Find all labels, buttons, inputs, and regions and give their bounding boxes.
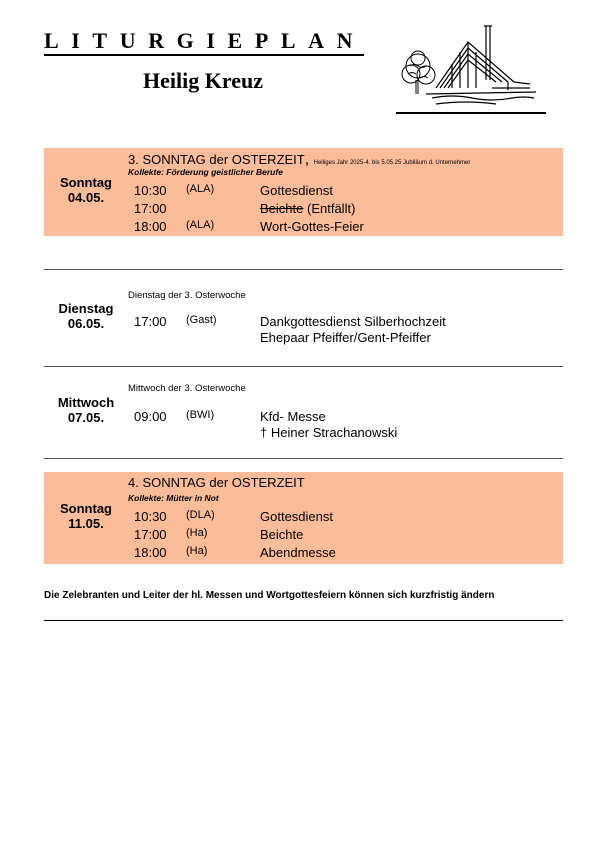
divider xyxy=(44,458,563,459)
celebrant-code: (Ha) xyxy=(186,545,208,557)
service-block-mittwoch xyxy=(44,367,563,457)
service-time: 17:00 xyxy=(134,314,167,329)
title-underline xyxy=(44,54,364,56)
service-time: 18:00 xyxy=(134,219,167,234)
day-label xyxy=(44,395,128,425)
service-time: 17:00 xyxy=(134,201,167,216)
weekday: Sonntag xyxy=(60,501,112,516)
liturgical-heading: 4. SONNTAG der OSTERZEIT xyxy=(128,475,305,490)
weekday: Sonntag xyxy=(60,175,112,190)
footer-note: Die Zelebranten und Leiter der hl. Messen und Wortgottesfeiern können sich kurzfristig ändern xyxy=(44,590,495,601)
day-label xyxy=(44,175,128,205)
footer-divider xyxy=(44,620,563,621)
liturgical-heading: 3. SONNTAG der OSTERZEIT, Heiliges Jahr 2025-4. bis 5.05.25 Jubiläum d. Unternehmer xyxy=(128,151,471,168)
weekday: Mittwoch xyxy=(57,395,115,410)
date: 06.05. xyxy=(67,316,105,331)
service-description: Gottesdienst xyxy=(260,183,333,198)
day-label xyxy=(44,501,128,531)
heading-note: Heiliges Jahr 2025-4. bis 5.05.25 Jubiläum d. Unternehmer xyxy=(313,160,471,166)
celebrant-code: (Ha) xyxy=(186,527,208,539)
heading-text: 3. SONNTAG der OSTERZEIT xyxy=(128,152,305,167)
date: 07.05. xyxy=(67,410,105,425)
cancelled-service: Beichte xyxy=(260,201,304,216)
service-description: Abendmesse xyxy=(260,545,336,560)
service-description-line2: Ehepaar Pfeiffer/Gent-Pfeiffer xyxy=(260,330,431,345)
kollekte-text: Kollekte: Förderung geistlicher Berufe xyxy=(128,167,283,177)
service-description xyxy=(260,201,355,216)
day-label xyxy=(44,301,128,331)
service-description: Kfd- Messe xyxy=(260,409,326,424)
celebrant-code: (DLA) xyxy=(186,509,215,521)
service-description: Dankgottesdienst Silberhochzeit xyxy=(260,314,446,329)
service-time: 10:30 xyxy=(134,509,167,524)
service-description: Wort-Gottes-Feier xyxy=(260,219,364,234)
service-time: 17:00 xyxy=(134,527,167,542)
service-block-sonntag-1 xyxy=(44,148,563,236)
liturgical-heading: Dienstag der 3. Osterwoche xyxy=(128,290,246,301)
liturgical-heading: Mittwoch der 3. Osterwoche xyxy=(128,383,246,394)
service-time: 09:00 xyxy=(134,409,167,424)
kollekte-text: Kollekte: Mütter in Not xyxy=(128,493,219,503)
page-title: LITURGIEPLAN xyxy=(44,28,366,53)
celebrant-code: (ALA) xyxy=(186,219,215,231)
church-drawing-icon xyxy=(396,22,546,118)
parish-name: Heilig Kreuz xyxy=(143,68,263,93)
celebrant-code: (BWI) xyxy=(186,409,215,421)
service-description: Beichte xyxy=(260,527,304,542)
service-time: 18:00 xyxy=(134,545,167,560)
service-block-dienstag xyxy=(44,270,563,365)
cancel-note: (Entfällt) xyxy=(307,201,356,216)
weekday: Dienstag xyxy=(58,301,114,316)
service-time: 10:30 xyxy=(134,183,167,198)
celebrant-code: (Gast) xyxy=(186,314,217,326)
date: 11.05. xyxy=(68,516,104,531)
service-block-sonntag-2 xyxy=(44,472,563,564)
celebrant-code: (ALA) xyxy=(186,183,215,195)
service-description-line2: † Heiner Strachanowski xyxy=(260,425,398,440)
date: 04.05. xyxy=(67,190,105,205)
service-description: Gottesdienst xyxy=(260,509,333,524)
